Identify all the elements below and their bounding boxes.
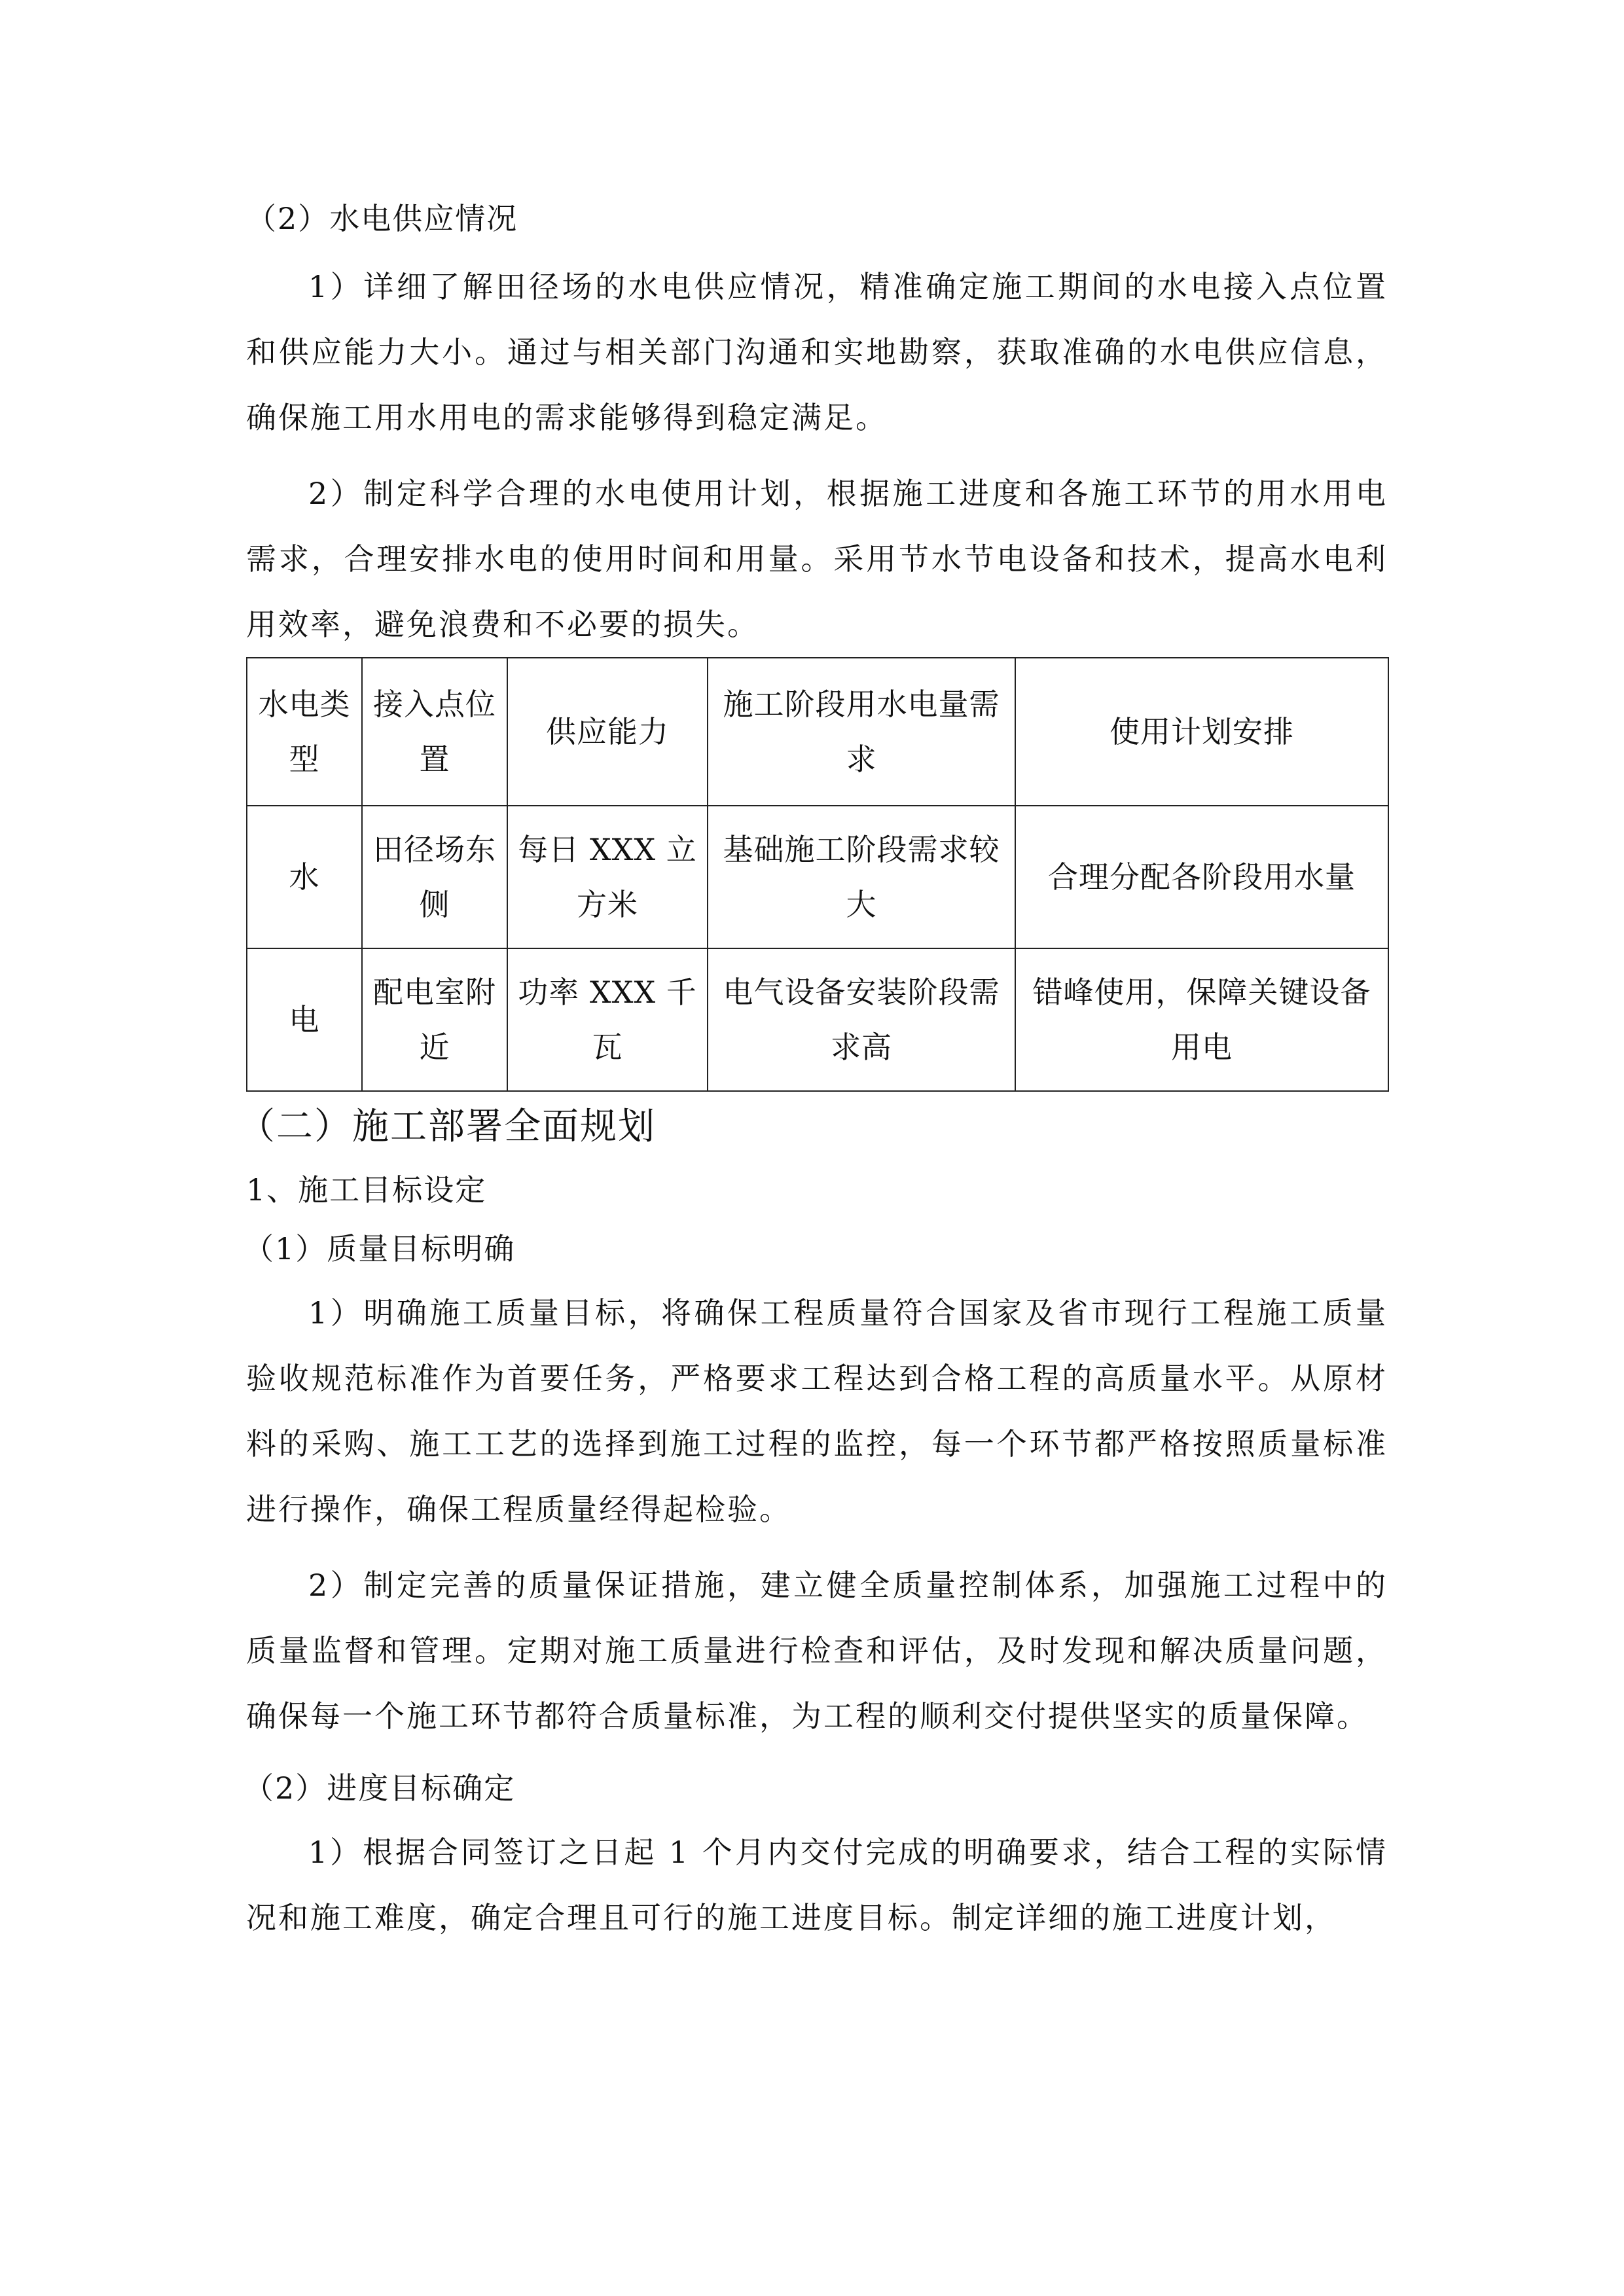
table-cell: 电 [247,948,362,1091]
table-row [247,806,1388,948]
table-header-cell: 施工阶段用水电量需求 [708,658,1015,806]
water-electric-paragraph-2: 2）制定科学合理的水电使用计划，根据施工进度和各施工环节的用水用电需求，合理安排水电的使用时间和用量。采用节水节电设备和技术，提高水电利用效率，避免浪费和不必要的损失。 [246,476,1388,642]
table-cell: 功率 XXX 千瓦 [507,948,708,1091]
table-cell: 基础施工阶段需求较大 [708,806,1015,948]
table-cell: 电气设备安装阶段需求高 [708,948,1015,1091]
deployment-section-heading: （二）施工部署全面规划 [238,1105,656,1148]
table-cell: 配电室附近 [362,948,507,1091]
quality-goal-paragraph-2: 2）制定完善的质量保证措施，建立健全质量控制体系，加强施工过程中的质量监督和管理。定期对施工质量进行检查和评估，及时发现和解决质量问题，确保每一个施工环节都符合质量标准，为工程的顺利交付提供坚实的质量保障。 [246,1568,1388,1734]
water-electric-paragraph-1: 1）详细了解田径场的水电供应情况，精准确定施工期间的水电接入点位置和供应能力大小。通过与相关部门沟通和实地勘察，获取准确的水电供应信息，确保施工用水用电的需求能够得到稳定满足。 [246,269,1388,435]
water-electric-table [246,657,1389,1092]
table-cell: 水 [247,806,362,948]
table-header-cell: 水电类型 [247,658,362,806]
table-header-cell: 接入点位置 [362,658,507,806]
table-cell: 每日 XXX 立方米 [507,806,708,948]
table-cell: 错峰使用，保障关键设备用电 [1015,948,1388,1091]
schedule-goal-heading: （2）进度目标确定 [244,1770,516,1806]
page-content [238,190,1388,1961]
table-header-row [247,658,1388,806]
quality-goal-heading: （1）质量目标明确 [244,1231,516,1266]
table-cell: 合理分配各阶段用水量 [1015,806,1388,948]
water-electric-heading: （2）水电供应情况 [246,201,518,236]
table-header-cell: 使用计划安排 [1015,658,1388,806]
schedule-goal-paragraph-1: 1）根据合同签订之日起 1 个月内交付完成的明确要求，结合工程的实际情况和施工难度，确定合理且可行的施工进度目标。制定详细的施工进度计划， [246,1835,1388,1935]
table-row [247,948,1388,1091]
construction-goals-heading: 1、施工目标设定 [246,1172,487,1208]
table-cell: 田径场东侧 [362,806,507,948]
table-header-cell: 供应能力 [507,658,708,806]
quality-goal-paragraph-1: 1）明确施工质量目标，将确保工程质量符合国家及省市现行工程施工质量验收规范标准作为首要任务，严格要求工程达到合格工程的高质量水平。从原材料的采购、施工工艺的选择到施工过程的监控，每一个环节都严格按照质量标准进行操作，确保工程质量经得起检验。 [246,1295,1388,1527]
